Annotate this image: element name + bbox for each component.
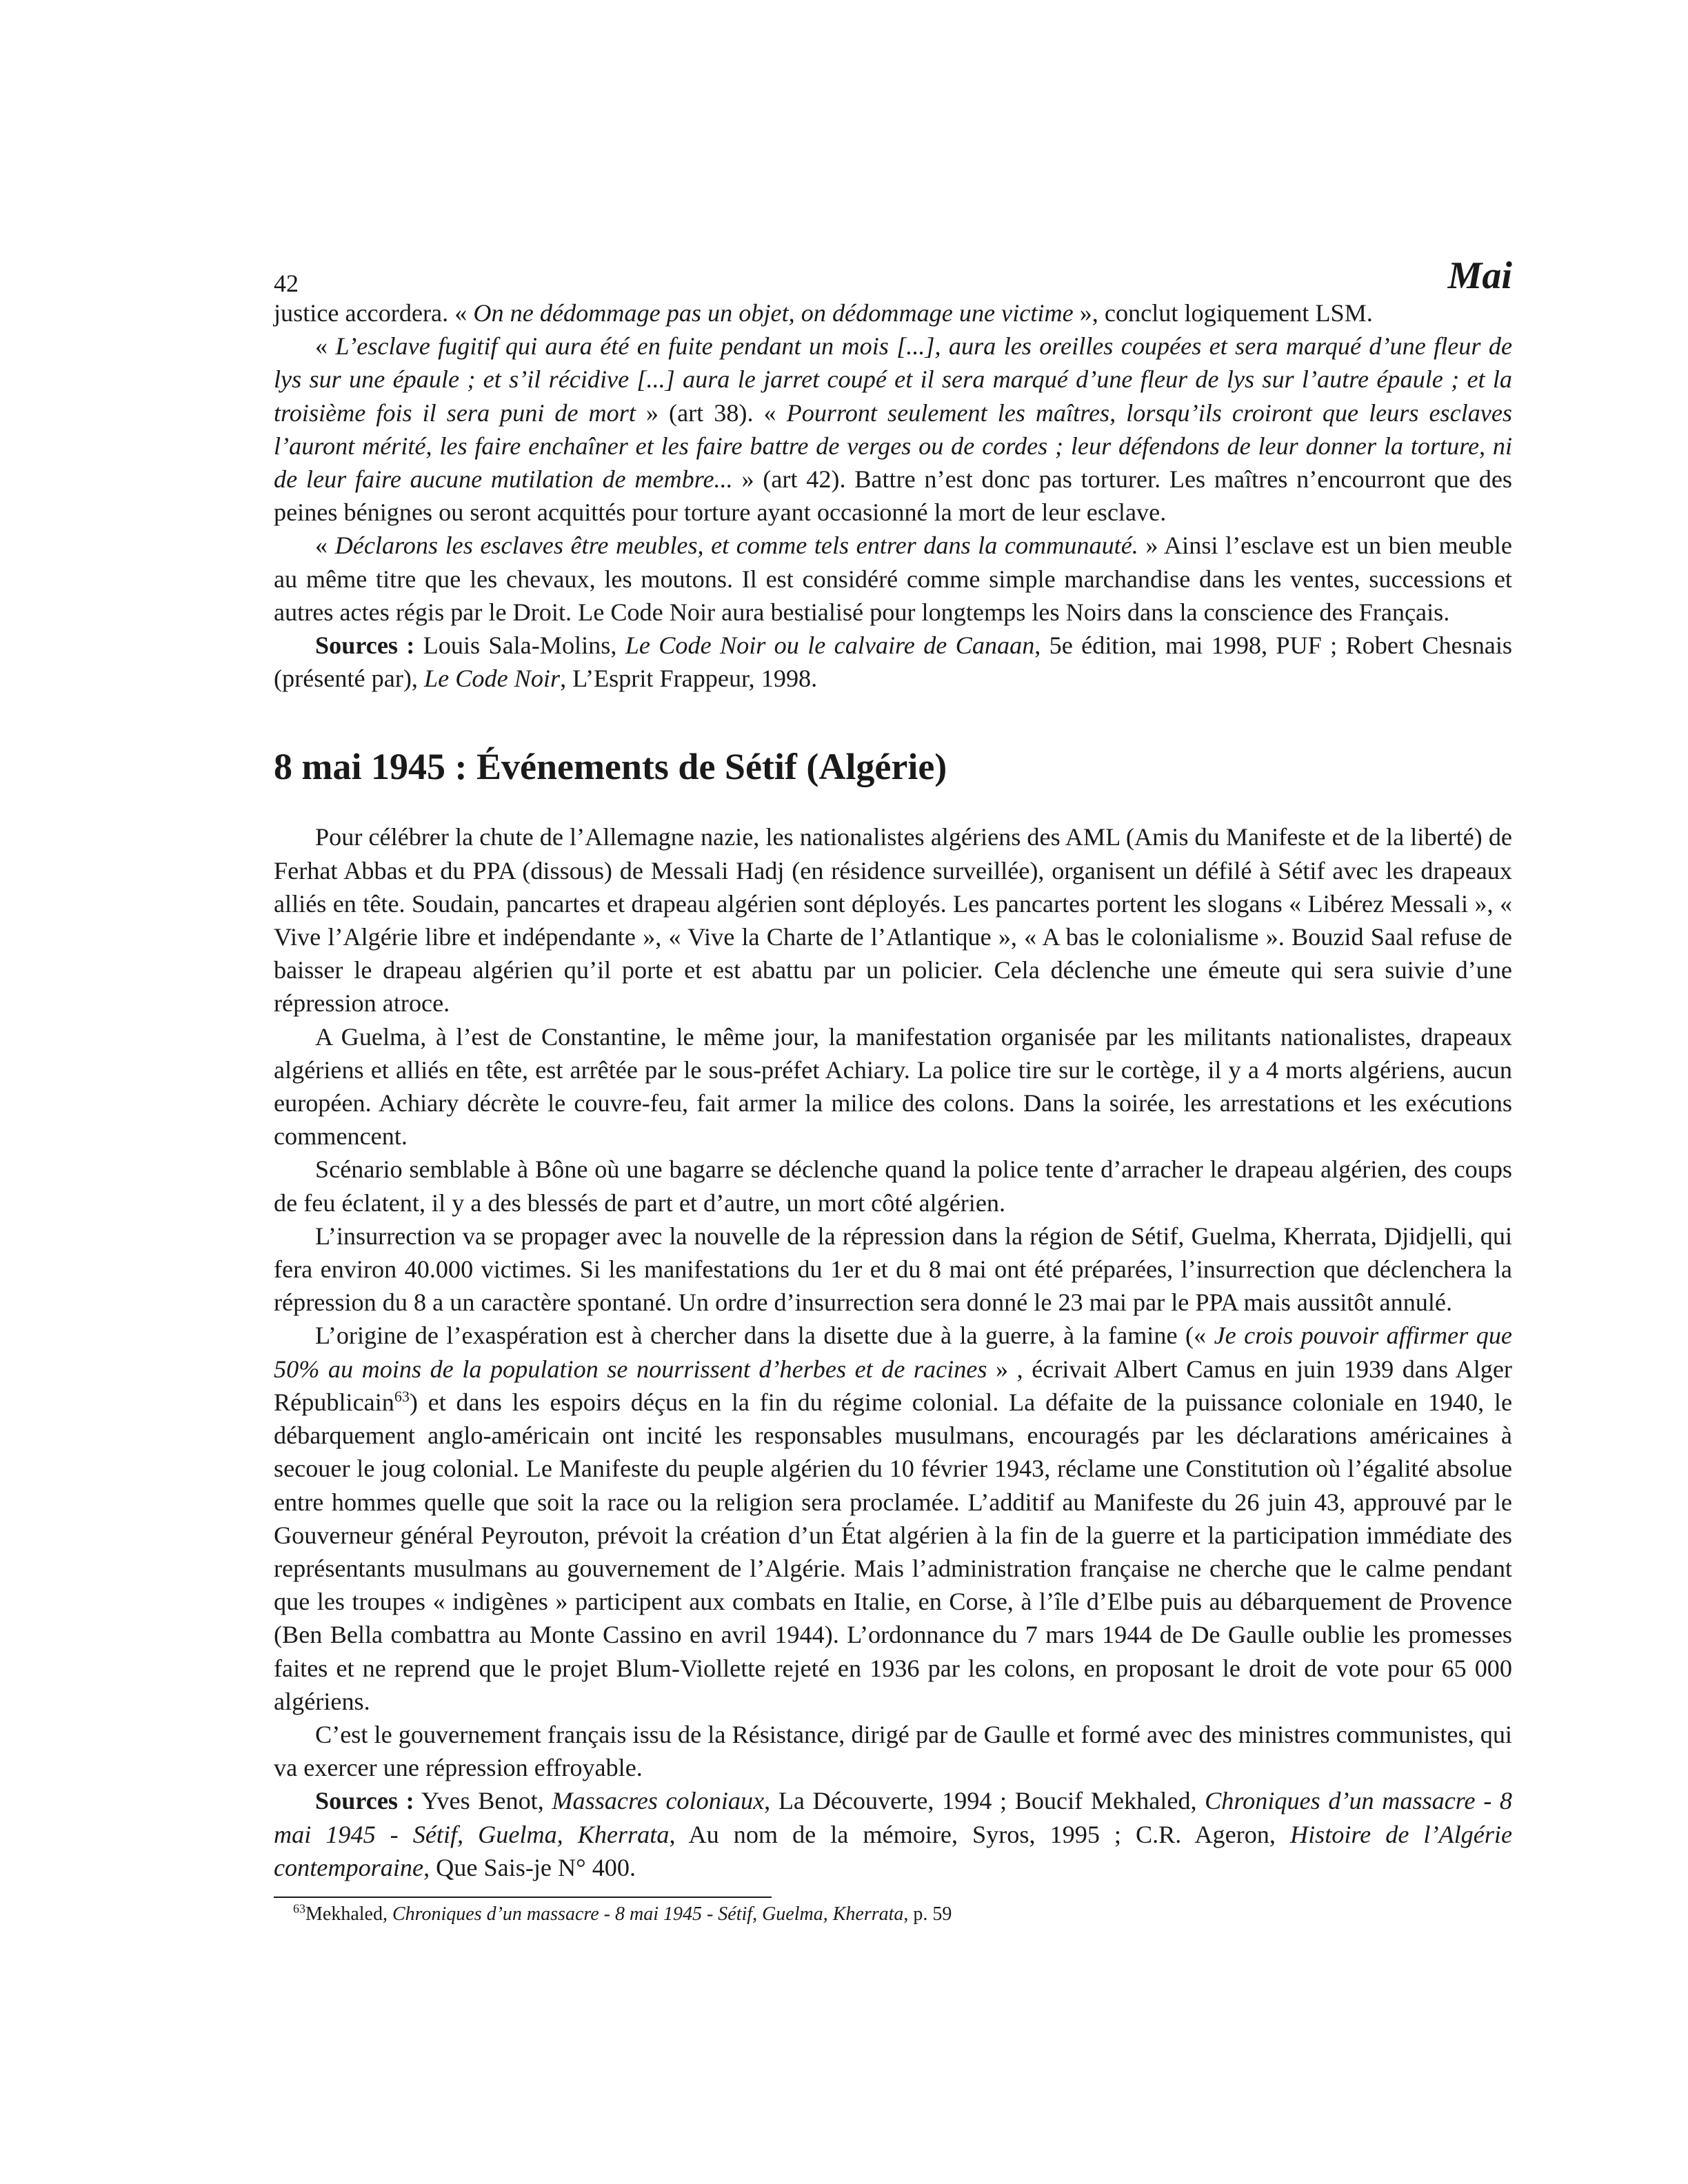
- paragraph: « L’esclave fugitif qui aura été en fuite pendant un mois [...], aura les oreilles coupées et sera marqué d’une fleur de lys sur une épaule ; et s’il récidive [...] aura le jarret coupé et il sera marqué d’une fleur de lys sur l’autre épaule ; et la troisième fois il sera puni de mort » (art 38). « Pourront seulement les maîtres, lorsqu’ils croiront que leurs esclaves l’auront mérité, les faire enchaîner et les faire battre de verges ou de cordes ; leur défendons de leur donner la torture, ni de leur faire aucune mutilation de membre... » (art 42). Battre n’est donc pas torturer. Les maîtres n’encourront que des peines bénignes ou seront acquittés pour torture ayant occasionné la mort de leur esclave.: [274, 332, 1513, 527]
- sources-label: Sources :: [315, 631, 415, 660]
- paragraph: justice accordera. « On ne dédommage pas un objet, on dédommage une victime », conclut logiquement LSM.: [274, 299, 1373, 327]
- footnote-marker[interactable]: 63: [394, 1387, 410, 1405]
- footnote-number: 63: [293, 1901, 305, 1916]
- paragraph: L’origine de l’exaspération est à chercher dans la disette due à la guerre, à la famine (« Je crois pouvoir affirmer que 50% au moins de la population se nourrissent d’herbes et de racines » , écrivait Albert Camus en juin 1939 dans Alger Républicain$^{63}$) et dans les espoirs déçus en la fin du régime colonial. La défaite de la puissance coloniale en 1940, le débarquement anglo-américain ont incité les responsables musulmans, encouragés par les déclarations américaines à secouer le joug colonial. Le Manifeste du peuple algérien du 10 février 1943, réclame une Constitution où l’égalité absolue entre hommes quelle que soit la race ou la religion sera proclamée. L’additif au Manifeste du 26 juin 43, approuvé par le Gouverneur général Peyrouton, prévoit la création d’un État algérien à la fin de la guerre et la participation immédiate des représentants musulmans au gouvernement de l’Algérie. Mais l’administration française ne cherche que le calme pendant que les troupes « indigènes » participent aux combats en Italie, en Corse, à l’île d’Elbe puis au débarquement de Provence (Ben Bella combattra au Monte Cassino en avril 1944). L’ordonnance du 7 mars 1944 de De Gaulle oublie les promesses faites et ne reprend que le projet Blum-Viollette rejeté en 1936 par les colons, en proposant le droit de vote pour 65 000 algériens.: [274, 1322, 1512, 1715]
- paragraph: A Guelma, à l’est de Constantine, le même jour, la manifestation organisée par les militants nationalistes, drapeaux algériens et alliés en tête, est arrêtée par le sous-préfet Achiary. La police tire sur le cortège, il y a 4 morts algériens, aucun européen. Achiary décrète le couvre-feu, fait armer la milice des colons. Dans la soirée, les arrestations et les exécutions commencent.: [274, 1022, 1512, 1151]
- sources-paragraph: Sources : Yves Benot, Massacres coloniaux, La Découverte, 1994 ; Boucif Mekhaled, Chroniques d’un massacre - 8 mai 1945 - Sétif, Guelma, Kherrata, Au nom de la mémoire, Syros, 1995 ; C.R. Ageron, Histoire de l’Algérie contemporaine, Que Sais-je N° 400.: [274, 1787, 1513, 1881]
- paragraph: Scénario semblable à Bône où une bagarre se déclenche quand la police tente d’arracher le drapeau algérien, des coups de feu éclatent, il y a des blessés de part et d’autre, un mort côté algérien.: [274, 1155, 1512, 1217]
- page-number: 42: [274, 270, 299, 297]
- sources-paragraph: Sources : Louis Sala-Molins, Le Code Noir ou le calvaire de Canaan, 5e édition, mai 1998, PUF ; Robert Chesnais (présenté par), Le Code Noir, L’Esprit Frappeur, 1998.: [274, 631, 1512, 693]
- paragraph: Pour célébrer la chute de l’Allemagne nazie, les nationalistes algériens des AML (Amis du Manifeste et de la liberté) de Ferhat Abbas et du PPA (dissous) de Messali Hadj (en résidence surveillée), organisent un défilé à Sétif avec les drapeaux alliés en tête. Soudain, pancartes et drapeau algérien sont déployés. Les pancartes portent les slogans « Libérez Messali », « Vive l’Algérie libre et indépendante », « Vive la Charte de l’Atlantique », « A bas le colonialisme ». Bouzid Saal refuse de baisser le drapeau algérien qu’il porte et est abattu par un policier. Cela déclenche une émeute qui sera suivie d’une répression atroce.: [274, 823, 1512, 1018]
- paragraph: C’est le gouvernement français issu de la Résistance, dirigé par de Gaulle et formé avec des ministres communistes, qui va exercer une répression effroyable.: [274, 1720, 1512, 1782]
- page: [274, 248, 1512, 1927]
- sources-label: Sources :: [315, 1787, 414, 1815]
- footnote: $^{63}$Mekhaled, Chroniques d’un massacre - 8 mai 1945 - Sétif, Guelma, Kherrata, p. 59: [293, 1901, 952, 1925]
- section-title: 8 mai 1945 : Événements de Sétif (Algérie): [274, 746, 947, 788]
- running-head: [274, 248, 1512, 296]
- running-title: Mai: [1447, 254, 1512, 297]
- paragraph: « Déclarons les esclaves être meubles, et comme tels entrer dans la communauté. » Ainsi l’esclave est un bien meuble au même titre que les chevaux, les moutons. Il est considéré comme simple marchandise dans les ventes, successions et autres actes régis par le Droit. Le Code Noir aura bestialisé pour longtemps les Noirs dans la conscience des Français.: [274, 532, 1512, 626]
- footnote-divider: [274, 1897, 772, 1898]
- paragraph: L’insurrection va se propager avec la nouvelle de la répression dans la région de Sétif, Guelma, Kherrata, Djidjelli, qui fera environ 40.000 victimes. Si les manifestations du 1er et du 8 mai ont été préparées, l’insurrection que déclenchera la répression du 8 a un caractère spontané. Un ordre d’insurrection sera donné le 23 mai par le PPA mais aussitôt annulé.: [274, 1222, 1512, 1317]
